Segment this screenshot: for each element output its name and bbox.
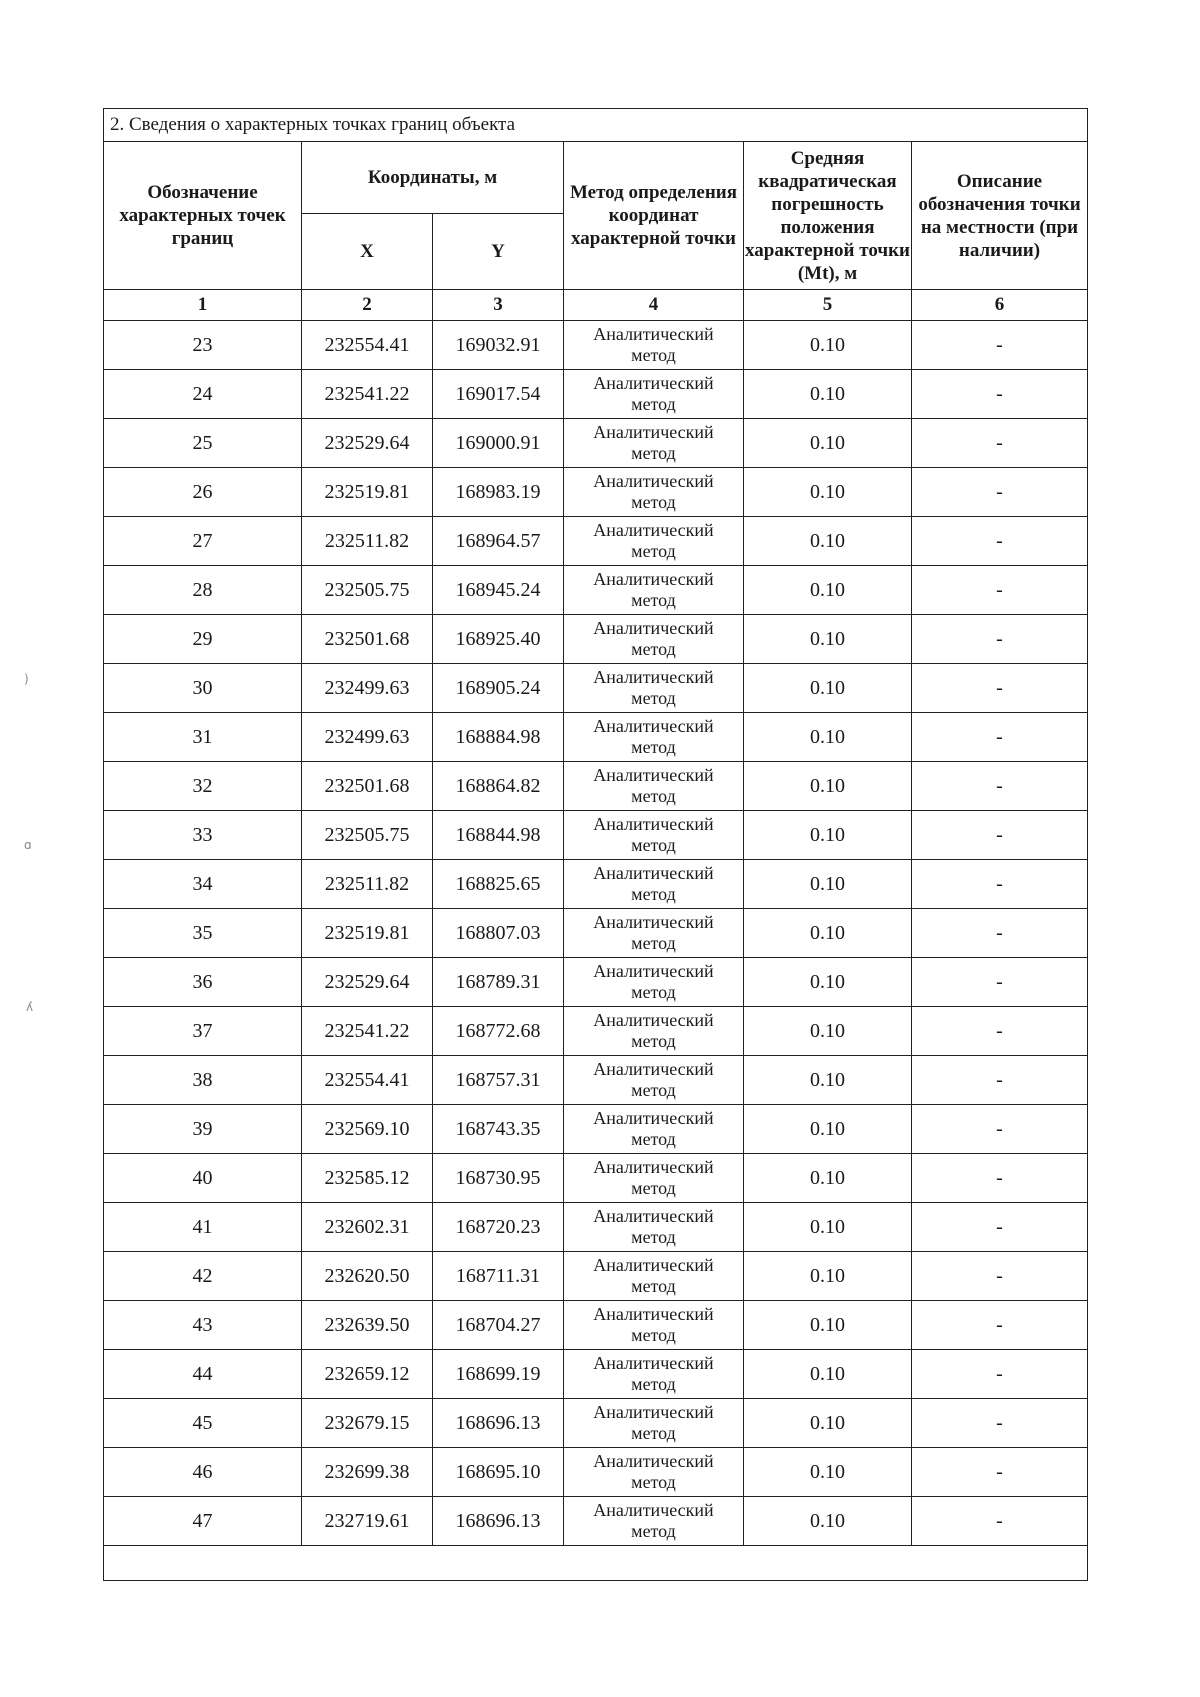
table-row [104,1448,1088,1497]
table-row [104,1007,1088,1056]
table-row [104,1154,1088,1203]
method-cell [564,321,744,370]
description-cell: - [912,1350,1088,1399]
method-cell [564,615,744,664]
y-coordinate-cell: 168945.24 [433,566,564,615]
scan-artifact: ʎ [26,1000,34,1014]
y-coordinate-cell: 168696.13 [433,1497,564,1546]
point-cell: 28 [104,566,302,615]
method-cell [564,811,744,860]
y-coordinate-cell: 168789.31 [433,958,564,1007]
method-label: метод [631,1325,676,1345]
method-cell [564,664,744,713]
method-label: Аналитический [593,618,714,638]
error-cell: 0.10 [744,811,912,860]
description-cell: - [912,615,1088,664]
point-cell: 47 [104,1497,302,1546]
method-label: Аналитический [593,471,714,491]
description-cell: - [912,713,1088,762]
point-cell: 23 [104,321,302,370]
method-label: Аналитический [593,1500,714,1520]
point-cell: 30 [104,664,302,713]
table-footer-cell [104,1546,1088,1581]
description-cell: - [912,1154,1088,1203]
method-label: Аналитический [593,1059,714,1079]
x-coordinate-cell: 232499.63 [302,664,433,713]
method-label: Аналитический [593,863,714,883]
description-cell: - [912,860,1088,909]
point-cell: 36 [104,958,302,1007]
point-cell: 24 [104,370,302,419]
table-row [104,1056,1088,1105]
method-cell [564,1301,744,1350]
method-label: метод [631,835,676,855]
point-cell: 45 [104,1399,302,1448]
method-label: метод [631,1129,676,1149]
error-cell: 0.10 [744,860,912,909]
error-cell: 0.10 [744,468,912,517]
method-label: Аналитический [593,1353,714,1373]
method-label: Аналитический [593,667,714,687]
x-coordinate-cell: 232569.10 [302,1105,433,1154]
error-cell: 0.10 [744,321,912,370]
y-coordinate-cell: 169000.91 [433,419,564,468]
method-label: метод [631,1521,676,1541]
method-label: метод [631,884,676,904]
point-cell: 33 [104,811,302,860]
method-cell [564,566,744,615]
error-cell: 0.10 [744,1448,912,1497]
description-cell: - [912,1252,1088,1301]
x-coordinate-cell: 232501.68 [302,615,433,664]
column-number-row [104,290,1088,321]
error-cell: 0.10 [744,1105,912,1154]
description-cell: - [912,1301,1088,1350]
error-cell: 0.10 [744,370,912,419]
y-coordinate-cell: 168699.19 [433,1350,564,1399]
method-label: метод [631,1423,676,1443]
table-row [104,517,1088,566]
point-cell: 40 [104,1154,302,1203]
method-label: метод [631,786,676,806]
header-description: Описание обозначения точки на местности (при наличии) [912,142,1088,290]
point-cell: 25 [104,419,302,468]
method-cell [564,468,744,517]
method-label: Аналитический [593,961,714,981]
x-coordinate-cell: 232501.68 [302,762,433,811]
x-coordinate-cell: 232499.63 [302,713,433,762]
method-cell [564,1448,744,1497]
error-cell: 0.10 [744,762,912,811]
error-cell: 0.10 [744,1350,912,1399]
description-cell: - [912,1105,1088,1154]
method-label: метод [631,1472,676,1492]
y-coordinate-cell: 168925.40 [433,615,564,664]
x-coordinate-cell: 232554.41 [302,321,433,370]
table-row [104,1301,1088,1350]
method-cell [564,1497,744,1546]
x-coordinate-cell: 232529.64 [302,419,433,468]
y-coordinate-cell: 168905.24 [433,664,564,713]
method-cell [564,1350,744,1399]
description-cell: - [912,321,1088,370]
description-cell: - [912,468,1088,517]
error-cell: 0.10 [744,713,912,762]
point-cell: 37 [104,1007,302,1056]
method-label: метод [631,394,676,414]
description-cell: - [912,1007,1088,1056]
method-label: метод [631,1374,676,1394]
error-cell: 0.10 [744,958,912,1007]
point-cell: 35 [104,909,302,958]
y-coordinate-cell: 168964.57 [433,517,564,566]
y-coordinate-cell: 168864.82 [433,762,564,811]
x-coordinate-cell: 232620.50 [302,1252,433,1301]
method-label: Аналитический [593,1010,714,1030]
error-cell: 0.10 [744,1056,912,1105]
y-coordinate-cell: 168825.65 [433,860,564,909]
method-cell [564,370,744,419]
description-cell: - [912,811,1088,860]
header-error: Средняя квадратическая погрешность положения характерной точки (Mt), м [744,142,912,290]
error-cell: 0.10 [744,1399,912,1448]
method-label: Аналитический [593,1402,714,1422]
table-row [104,860,1088,909]
description-cell: - [912,1497,1088,1546]
y-coordinate-cell: 168757.31 [433,1056,564,1105]
table-footer-row [104,1546,1088,1581]
method-cell [564,1154,744,1203]
method-label: Аналитический [593,1304,714,1324]
point-cell: 43 [104,1301,302,1350]
x-coordinate-cell: 232659.12 [302,1350,433,1399]
column-number: 2 [302,290,433,321]
section-title: 2. Сведения о характерных точках границ объекта [104,109,1088,142]
table-body [104,321,1088,1546]
x-coordinate-cell: 232679.15 [302,1399,433,1448]
point-cell: 46 [104,1448,302,1497]
table-row [104,419,1088,468]
x-coordinate-cell: 232699.38 [302,1448,433,1497]
table-row [104,1350,1088,1399]
method-label: метод [631,443,676,463]
y-coordinate-cell: 169032.91 [433,321,564,370]
description-cell: - [912,517,1088,566]
description-cell: - [912,909,1088,958]
method-cell [564,419,744,468]
error-cell: 0.10 [744,1007,912,1056]
error-cell: 0.10 [744,1154,912,1203]
y-coordinate-cell: 168743.35 [433,1105,564,1154]
method-cell [564,1399,744,1448]
column-number: 1 [104,290,302,321]
method-label: метод [631,1227,676,1247]
y-coordinate-cell: 168696.13 [433,1399,564,1448]
table-row [104,566,1088,615]
method-label: метод [631,639,676,659]
y-coordinate-cell: 168884.98 [433,713,564,762]
table-row [104,1203,1088,1252]
x-coordinate-cell: 232511.82 [302,860,433,909]
x-coordinate-cell: 232639.50 [302,1301,433,1350]
table-row [104,370,1088,419]
description-cell: - [912,370,1088,419]
x-coordinate-cell: 232541.22 [302,1007,433,1056]
method-cell [564,1252,744,1301]
header-coordinates: Координаты, м [302,142,564,214]
method-label: метод [631,982,676,1002]
x-coordinate-cell: 232511.82 [302,517,433,566]
description-cell: - [912,1399,1088,1448]
point-cell: 27 [104,517,302,566]
method-label: метод [631,1031,676,1051]
x-coordinate-cell: 232529.64 [302,958,433,1007]
method-label: метод [631,1178,676,1198]
x-coordinate-cell: 232505.75 [302,566,433,615]
table-row [104,762,1088,811]
method-cell [564,713,744,762]
table-row [104,468,1088,517]
y-coordinate-cell: 168844.98 [433,811,564,860]
table-row [104,664,1088,713]
header-y: Y [433,214,564,290]
y-coordinate-cell: 168711.31 [433,1252,564,1301]
table-row [104,1399,1088,1448]
error-cell: 0.10 [744,1301,912,1350]
point-cell: 32 [104,762,302,811]
column-number: 5 [744,290,912,321]
document-sheet [103,108,1087,1581]
method-label: Аналитический [593,1108,714,1128]
header-point: Обозначение характерных точек границ [104,142,302,290]
method-cell [564,1056,744,1105]
x-coordinate-cell: 232719.61 [302,1497,433,1546]
description-cell: - [912,1203,1088,1252]
method-label: метод [631,1276,676,1296]
x-coordinate-cell: 232519.81 [302,909,433,958]
table-row [104,1497,1088,1546]
y-coordinate-cell: 168772.68 [433,1007,564,1056]
method-label: Аналитический [593,324,714,344]
x-coordinate-cell: 232541.22 [302,370,433,419]
description-cell: - [912,419,1088,468]
x-coordinate-cell: 232554.41 [302,1056,433,1105]
method-cell [564,762,744,811]
scan-artifact: ) [24,672,29,686]
point-cell: 41 [104,1203,302,1252]
point-cell: 26 [104,468,302,517]
method-label: Аналитический [593,912,714,932]
table-row [104,958,1088,1007]
point-cell: 31 [104,713,302,762]
description-cell: - [912,566,1088,615]
method-label: Аналитический [593,1157,714,1177]
table-row [104,811,1088,860]
method-label: метод [631,541,676,561]
method-label: Аналитический [593,1255,714,1275]
method-cell [564,1105,744,1154]
point-cell: 29 [104,615,302,664]
error-cell: 0.10 [744,664,912,713]
point-cell: 38 [104,1056,302,1105]
y-coordinate-cell: 168983.19 [433,468,564,517]
y-coordinate-cell: 168720.23 [433,1203,564,1252]
method-cell [564,958,744,1007]
column-number: 4 [564,290,744,321]
method-label: Аналитический [593,814,714,834]
method-cell [564,860,744,909]
section-title-row [104,109,1088,142]
method-label: Аналитический [593,765,714,785]
method-label: метод [631,933,676,953]
method-label: метод [631,1080,676,1100]
x-coordinate-cell: 232519.81 [302,468,433,517]
header-x: X [302,214,433,290]
error-cell: 0.10 [744,1497,912,1546]
table-row [104,713,1088,762]
column-number: 3 [433,290,564,321]
method-label: метод [631,590,676,610]
method-label: Аналитический [593,716,714,736]
error-cell: 0.10 [744,909,912,958]
method-label: метод [631,688,676,708]
boundary-points-table [103,108,1088,1581]
header-row-top [104,142,1088,214]
method-label: Аналитический [593,1206,714,1226]
method-label: Аналитический [593,569,714,589]
description-cell: - [912,1056,1088,1105]
method-label: метод [631,345,676,365]
method-label: Аналитический [593,373,714,393]
table-row [104,909,1088,958]
y-coordinate-cell: 168730.95 [433,1154,564,1203]
method-label: метод [631,737,676,757]
method-cell [564,517,744,566]
column-number: 6 [912,290,1088,321]
y-coordinate-cell: 168807.03 [433,909,564,958]
method-cell [564,1203,744,1252]
method-label: Аналитический [593,1451,714,1471]
error-cell: 0.10 [744,566,912,615]
x-coordinate-cell: 232585.12 [302,1154,433,1203]
method-cell [564,909,744,958]
y-coordinate-cell: 169017.54 [433,370,564,419]
error-cell: 0.10 [744,419,912,468]
error-cell: 0.10 [744,1203,912,1252]
error-cell: 0.10 [744,1252,912,1301]
table-row [104,615,1088,664]
point-cell: 44 [104,1350,302,1399]
description-cell: - [912,958,1088,1007]
description-cell: - [912,1448,1088,1497]
scan-artifact: ɑ [24,838,32,852]
x-coordinate-cell: 232505.75 [302,811,433,860]
y-coordinate-cell: 168695.10 [433,1448,564,1497]
error-cell: 0.10 [744,615,912,664]
point-cell: 42 [104,1252,302,1301]
point-cell: 39 [104,1105,302,1154]
description-cell: - [912,762,1088,811]
method-label: Аналитический [593,422,714,442]
x-coordinate-cell: 232602.31 [302,1203,433,1252]
description-cell: - [912,664,1088,713]
method-label: метод [631,492,676,512]
error-cell: 0.10 [744,517,912,566]
point-cell: 34 [104,860,302,909]
method-label: Аналитический [593,520,714,540]
method-cell [564,1007,744,1056]
table-row [104,321,1088,370]
table-row [104,1105,1088,1154]
table-row [104,1252,1088,1301]
header-method: Метод определения координат характерной точки [564,142,744,290]
y-coordinate-cell: 168704.27 [433,1301,564,1350]
